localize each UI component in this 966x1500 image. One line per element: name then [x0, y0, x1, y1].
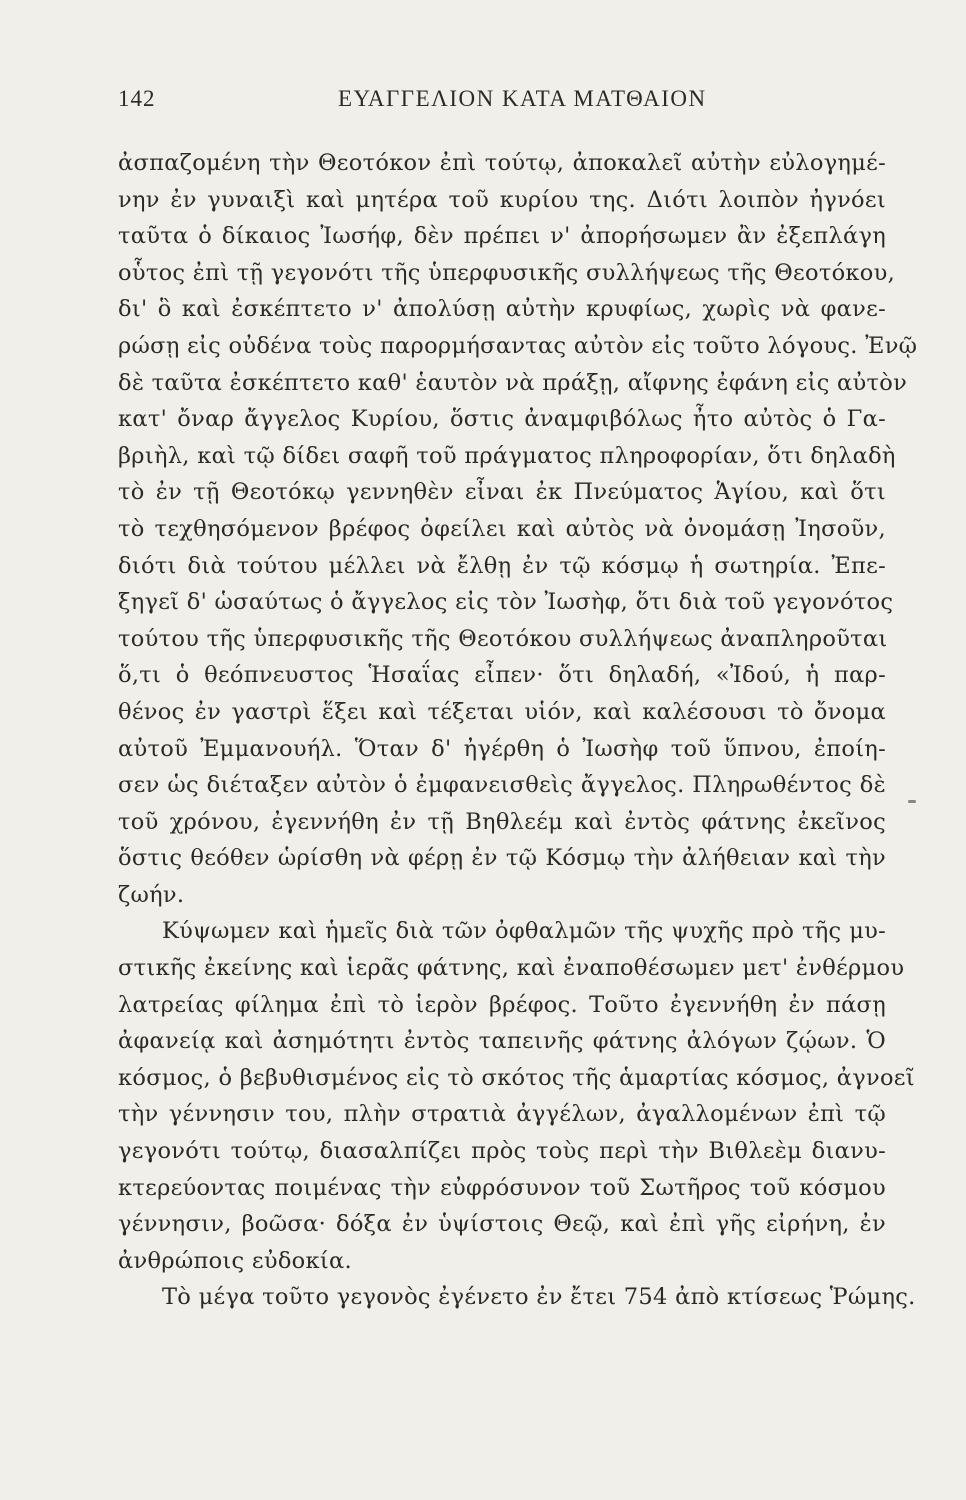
text-line: ἀφανείᾳ καὶ ἀσημότητι ἐντὸς ταπεινῆς φάτνης ἀλόγων ζῴων. Ὁ	[118, 1028, 886, 1055]
text-line: δι' ὃ καὶ ἐσκέπτετο ν' ἀπολύσῃ αὐτὴν κρυφίως, χωρὶς νὰ φανε-	[118, 296, 886, 323]
text-line: οὗτος ἐπὶ τῇ γεγονότι τῆς ὑπερφυσικῆς συλλήψεως τῆς Θεοτόκου,	[118, 259, 896, 286]
text-line: κτερεύοντας ποιμένας τὴν εὐφρόσυνον τοῦ Σωτῆρος τοῦ κόσμου	[118, 1174, 886, 1201]
text-line: τοῦ χρόνου, ἐγεννήθη ἐν τῇ Βηθλεέμ καὶ ἐντὸς φάτνης ἐκεῖνος	[118, 808, 886, 835]
text-line: αὐτοῦ Ἐμμανουήλ. Ὅταν δ' ἠγέρθη ὁ Ἰωσὴφ τοῦ ὕπνου, ἐποίη-	[118, 735, 886, 762]
text-line: ζωήν.	[118, 881, 185, 908]
text-line: κόσμος, ὁ βεβυθισμένος εἰς τὸ σκότος τῆς ἁμαρτίας κόσμος, ἀγνοεῖ	[118, 1064, 915, 1091]
text-line: στικῆς ἐκείνης καὶ ἱερᾶς φάτνης, καὶ ἐναποθέσωμεν μετ' ἐνθέρμου	[118, 955, 905, 982]
text-line: θένος ἐν γαστρὶ ἕξει καὶ τέξεται υἱόν, καὶ καλέσουσι τὸ ὄνομα	[118, 698, 886, 725]
text-line: λατρείας φίλημα ἐπὶ τὸ ἱερὸν βρέφος. Τοῦτο ἐγεννήθη ἐν πάσῃ	[118, 991, 886, 1018]
text-line: ρώσῃ εἰς οὐδένα τοὺς παρορμήσαντας αὐτὸν εἰς τοῦτο λόγους. Ἐνῷ	[118, 332, 918, 359]
text-line: Τὸ μέγα τοῦτο γεγονὸς ἐγένετο ἐν ἔτει 754 ἀπὸ κτίσεως Ῥώμης.	[162, 1284, 916, 1311]
text-line: ἀσπαζομένη τὴν Θεοτόκον ἐπὶ τούτῳ, ἀποκαλεῖ αὐτὴν εὐλογημέ-	[118, 150, 886, 176]
text-line: σεν ὡς διέταξεν αὐτὸν ὁ ἐμφανεισθεὶς ἄγγελος. Πληρωθέντος δὲ	[118, 772, 886, 799]
text-line: τούτου τῆς ὑπερφυσικῆς τῆς Θεοτόκου συλλήψεως ἀναπληροῦται	[118, 625, 888, 652]
text-line: γέννησιν, βοῶσα· δόξα ἐν ὑψίστοις Θεῷ, καὶ ἐπὶ γῆς εἰρήνη, ἐν	[118, 1211, 886, 1238]
text-line: ὅ,τι ὁ θεόπνευστος Ἡσαΐας εἶπεν· ὅτι δηλαδή, «Ἰδού, ἡ παρ-	[118, 662, 886, 689]
page-header	[118, 80, 880, 120]
text-line: δὲ ταῦτα ἐσκέπτετο καθ' ἑαυτὸν νὰ πράξῃ, αἴφνης ἐφάνη εἰς αὐτὸν	[118, 369, 908, 396]
text-line: διότι διὰ τούτου μέλλει νὰ ἔλθῃ ἐν τῷ κόσμῳ ἡ σωτηρία. Ἐπε-	[118, 552, 886, 579]
text-line: νην ἐν γυναιξὶ καὶ μητέρα τοῦ κυρίου της. Διότι λοιπὸν ἠγνόει	[118, 186, 886, 213]
page-number: 142	[118, 86, 156, 111]
text-line: ἀνθρώποις εὐδοκία.	[118, 1247, 352, 1274]
text-line: ταῦτα ὁ δίκαιος Ἰωσήφ, δὲν πρέπει ν' ἀπορήσωμεν ἂν ἐξεπλάγη	[118, 223, 886, 250]
running-title: ΕΥΑΓΓΕΛΙΟΝ ΚΑΤΑ ΜΑΤΘΑΙΟΝ	[338, 86, 707, 111]
text-line: κατ' ὄναρ ἄγγελος Κυρίου, ὅστις ἀναμφιβόλως ἦτο αὐτὸς ὁ Γα-	[118, 406, 886, 433]
text-line: ξηγεῖ δ' ὡσαύτως ὁ ἄγγελος εἰς τὸν Ἰωσὴφ, ὅτι διὰ τοῦ γεγονότος	[118, 589, 894, 616]
text-line: ὅστις θεόθεν ὡρίσθη νὰ φέρῃ ἐν τῷ Κόσμῳ τὴν ἀλήθειαν καὶ τὴν	[118, 845, 886, 872]
text-line: βριὴλ, καὶ τῷ δίδει σαφῆ τοῦ πράγματος πληροφορίαν, ὅτι δηλαδὴ	[118, 442, 896, 469]
text-line: τὴν γέννησιν του, πλὴν στρατιὰ ἀγγέλων, ἀγαλλομένων ἐπὶ τῷ	[118, 1101, 886, 1128]
text-line: γεγονότι τούτῳ, διασαλπίζει πρὸς τοὺς περὶ τὴν Βιθλεὲμ διανυ-	[118, 1138, 886, 1165]
text-line: Κύψωμεν καὶ ἡμεῖς διὰ τῶν ὀφθαλμῶν τῆς ψυχῆς πρὸ τῆς μυ-	[162, 918, 886, 945]
ink-mark	[908, 800, 916, 803]
text-line: τὸ τεχθησόμενον βρέφος ὀφείλει καὶ αὐτὸς νὰ ὀνομάσῃ Ἰησοῦν,	[118, 515, 886, 542]
text-line: τὸ ἐν τῇ Θεοτόκῳ γεννηθὲν εἶναι ἐκ Πνεύματος Ἁγίου, καὶ ὅτι	[118, 479, 886, 506]
body-text	[118, 145, 918, 1316]
